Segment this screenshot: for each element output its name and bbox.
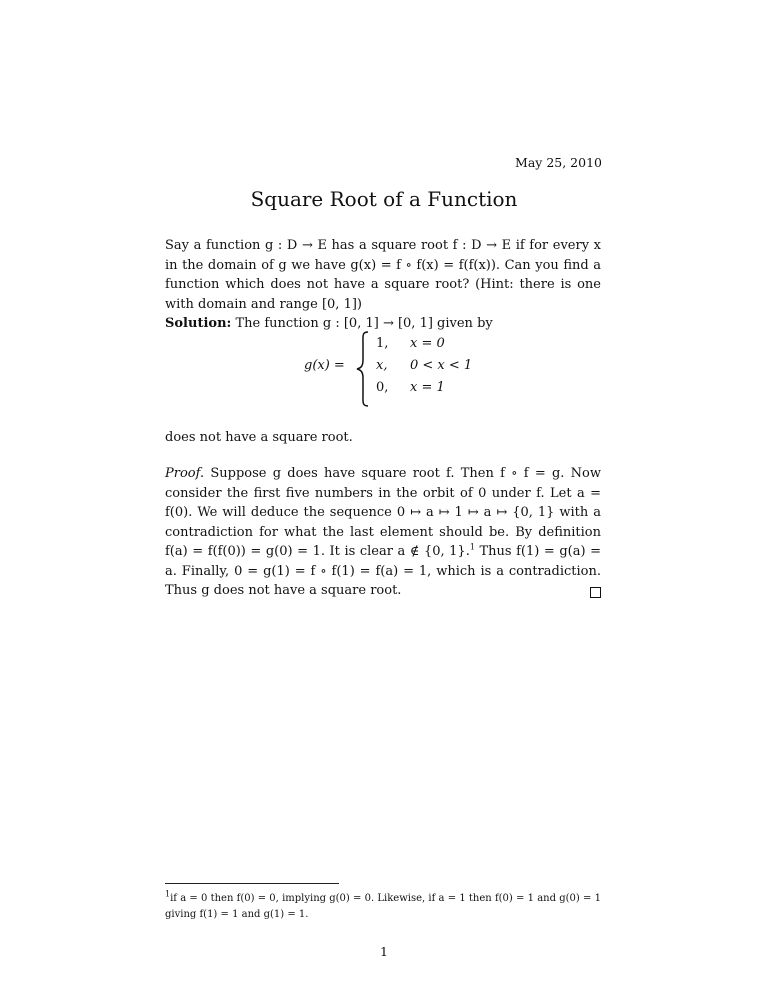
case-condition: x = 0 [410, 336, 445, 351]
case-value: 1, [376, 336, 389, 351]
footnote [165, 891, 601, 922]
problem-section [165, 236, 601, 334]
solution-text: The function g : [0, 1] → [0, 1] given by [235, 316, 493, 331]
footnote-mark: 1 [469, 542, 475, 552]
piecewise-function [304, 330, 524, 408]
proof-text [165, 464, 601, 601]
case-condition: x = 1 [410, 380, 445, 395]
proof-label: Proof. [165, 466, 205, 481]
proof-section [165, 464, 601, 601]
footnote-rule [165, 883, 339, 884]
problem-text: Say a function g : D → E has a square root f : D → E if for every x in the domain of g we have g(x) = f ∘ f(x) = f(f(x)). Can you find a function which does not have a square root? (Hint: there is one with domain and range [0, 1]) [165, 238, 601, 312]
date: May 25, 2010 [515, 155, 602, 170]
case-value: 0, [376, 380, 389, 395]
proof-part-2: Thus f(1) = g(a) = a. Finally, 0 = g(1) = f ∘ f(1) = f(a) = 1, which is a contradiction. Thus g does not have a square root. [165, 544, 601, 598]
qed-box-icon [590, 587, 601, 598]
left-brace-icon [356, 330, 370, 408]
page-number: 1 [380, 944, 388, 959]
function-lhs: g(x) = [304, 358, 345, 373]
solution-label: Solution: [165, 316, 232, 331]
after-cases-text: does not have a square root. [165, 430, 353, 445]
page-title: Square Root of a Function [250, 187, 518, 211]
footnote-text: if a = 0 then f(0) = 0, implying g(0) = 0. Likewise, if a = 1 then f(0) = 1 and g(0) = 1 giving f(1) = 1 and g(1) = 1. [165, 893, 601, 920]
case-value: x, [376, 358, 388, 373]
proof-part-1: Suppose g does have square root f. Then f ∘ f = g. Now consider the first five numbers in the orbit of 0 under f. Let a = f(0). We will deduce the sequence 0 ↦ a ↦ 1 ↦ a ↦ {0, 1} with a contradiction for what the last element should be. By definition f(a) = f(f(0)) = g(0) = 1. It is clear a ∉ {0, 1}. [165, 466, 601, 559]
case-condition: 0 < x < 1 [410, 358, 473, 373]
footnote-number: 1 [165, 889, 171, 899]
